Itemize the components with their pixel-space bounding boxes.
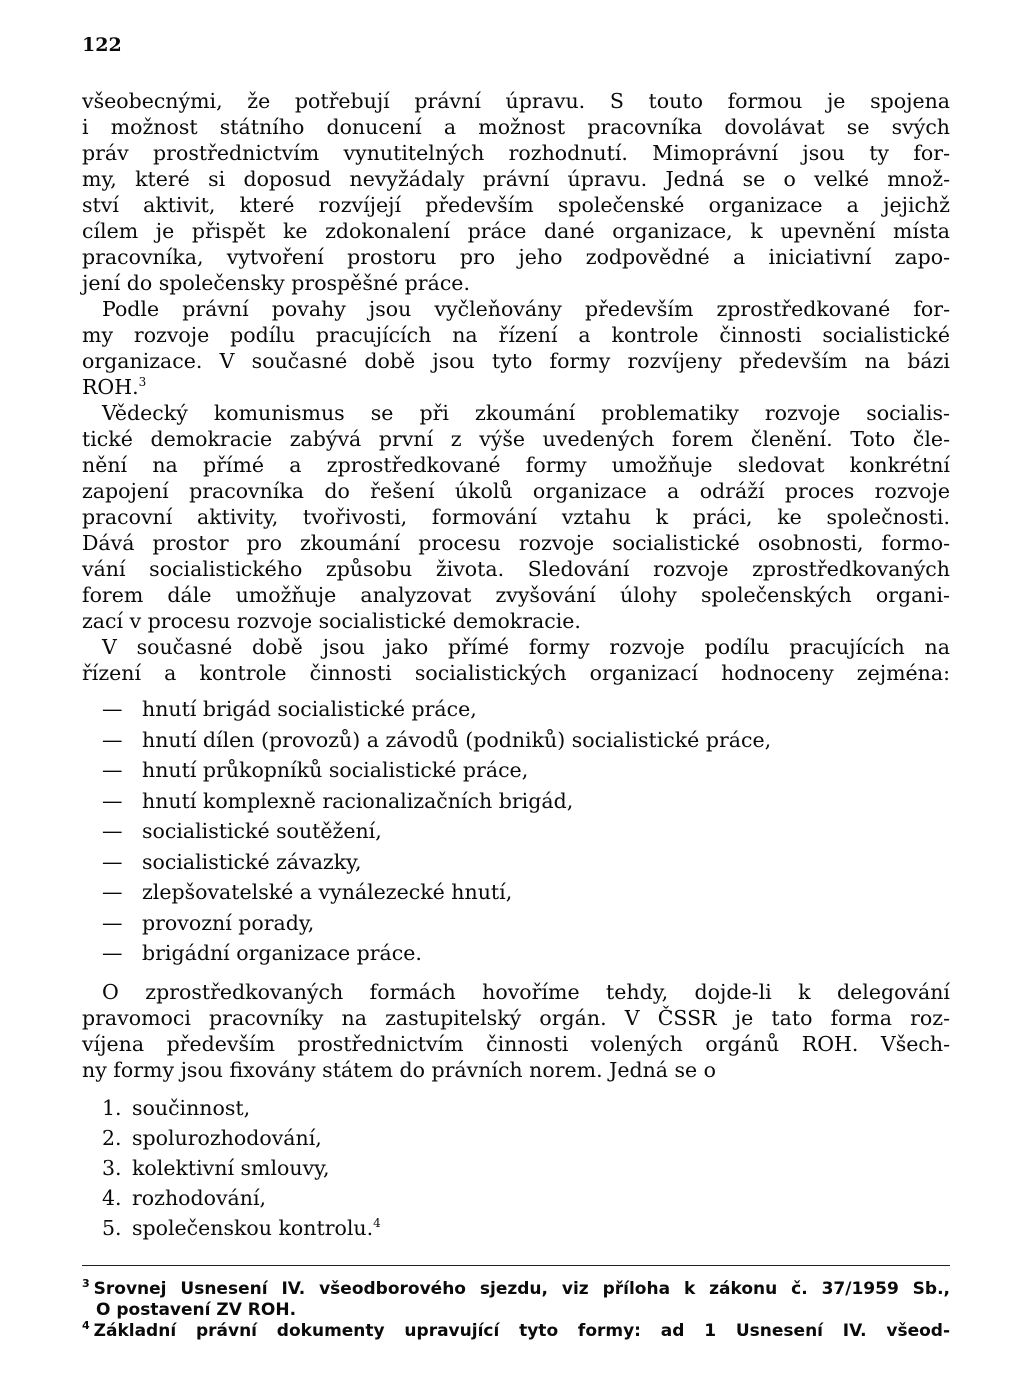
list-number: 1. — [102, 1095, 122, 1120]
list-item-text: hnutí dílen (provozů) a závodů (podniků) socialistické práce, — [142, 727, 772, 752]
text-line: řízení a kontrole činnosti socialistických organizací hodnoceny zejména: — [82, 661, 950, 685]
dash-bullet: — — [102, 910, 123, 935]
text-line: Dává prostor pro zkoumání procesu rozvoje socialistické osobnosti, formo- — [82, 531, 950, 555]
list-item-text: rozhodování, — [132, 1185, 267, 1210]
text-line: zapojení pracovníka do řešení úkolů organizace a odráží proces rozvoje — [82, 479, 950, 503]
footnote-4 — [82, 1321, 950, 1342]
dash-bullet: — — [102, 727, 123, 752]
paragraph-2 — [82, 296, 950, 400]
list-item — [82, 1153, 950, 1183]
list-number: 4. — [102, 1185, 122, 1210]
text-line: ny formy jsou fixovány státem do právních norem. Jedná se o — [82, 1057, 717, 1082]
list-item — [82, 847, 950, 878]
spacer — [82, 969, 950, 979]
footnote-text: Srovnej Usnesení IV. všeodborového sjezdu, viz příloha k zákonu č. 37/1959 Sb., — [93, 1279, 950, 1299]
list-number: 5. — [102, 1215, 122, 1240]
footnotes — [82, 1279, 950, 1342]
text-line: forem dále umožňuje analyzovat zvyšování úlohy společenských organi- — [82, 583, 950, 607]
list-item — [82, 725, 950, 756]
text-line: pravomoci pracovníky na zastupitelský orgán. V ČSSR je tato forma roz- — [82, 1005, 950, 1030]
list-item-text: hnutí brigád socialistické práce, — [142, 697, 477, 721]
body-text — [82, 88, 950, 1243]
text-line: cílem je přispět ke zdokonalení práce dané organizace, k upevnění místa — [82, 219, 950, 243]
text-line: ství aktivit, které rozvíjejí především společenské organizace a jejichž — [82, 193, 950, 217]
text-line: pracovní aktivity, tvořivosti, formování vztahu k práci, ke společnosti. — [82, 505, 950, 529]
list-item-text: hnutí průkopníků socialistické práce, — [142, 758, 529, 782]
spacer — [82, 1083, 950, 1093]
text-line: my, které si doposud nevyžádaly právní úpravu. Jedná se o velké množ- — [82, 167, 950, 191]
list-item-text: zlepšovatelské a vynálezecké hnutí, — [142, 880, 513, 904]
list-item-text: socialistické závazky, — [142, 849, 362, 874]
list-item-text: provozní porady, — [142, 910, 315, 935]
list-number: 3. — [102, 1155, 122, 1180]
text-line: všeobecnými, že potřebují právní úpravu. S touto formou je spojena — [82, 89, 950, 113]
paragraph-5 — [82, 979, 950, 1083]
text-line: i možnost státního donucení a možnost pracovníka dovolávat se svých — [82, 115, 950, 139]
text-line: víjena především prostřednictvím činnosti volených orgánů ROH. Všech- — [82, 1031, 950, 1056]
footnote-mark: 3 — [82, 1277, 90, 1291]
list-item-text: součinnost, — [132, 1095, 251, 1120]
list-item — [82, 908, 950, 939]
footnote-reference-4: 4 — [373, 1215, 381, 1230]
paragraph-1 — [82, 88, 950, 296]
numbered-list — [82, 1093, 950, 1243]
list-item — [82, 1123, 950, 1153]
dash-list — [82, 694, 950, 969]
text-line: my rozvoje podílu pracujících na řízení a kontrole činnosti socialistické — [82, 323, 950, 347]
dash-bullet: — — [102, 758, 123, 782]
text-line: V současné době jsou jako přímé formy rozvoje podílu pracujících na — [102, 635, 950, 659]
text-line — [82, 374, 950, 400]
text-line: tické demokracie zabývá první z výše uvedených forem členění. Toto čle- — [82, 427, 950, 451]
list-item — [82, 938, 950, 969]
text-line: Podle právní povahy jsou vyčleňovány především zprostředkované for- — [102, 297, 950, 321]
dash-bullet: — — [102, 941, 123, 965]
list-item — [82, 1213, 950, 1243]
page-number: 122 — [82, 34, 122, 56]
text-line: pracovníka, vytvoření prostoru pro jeho zodpovědné a iniciativní zapo- — [82, 245, 950, 269]
list-item — [82, 1093, 950, 1123]
list-item-text: socialistické soutěžení, — [142, 819, 382, 843]
text-fragment: ROH. — [82, 375, 139, 399]
list-item-text: kolektivní smlouvy, — [132, 1155, 330, 1180]
paragraph-4 — [82, 634, 950, 686]
text-line: Vědecký komunismus se při zkoumání problematiky rozvoje socialis- — [102, 401, 950, 425]
list-number: 2. — [102, 1125, 122, 1150]
list-item — [82, 1183, 950, 1213]
list-item — [82, 694, 950, 725]
dash-bullet: — — [102, 819, 123, 843]
footnote-mark: 4 — [82, 1319, 90, 1333]
text-line: vání socialistického způsobu života. Sledování rozvoje zprostředkovaných — [82, 557, 950, 581]
list-item-text: společenskou kontrolu. — [132, 1215, 374, 1240]
dash-bullet: — — [102, 788, 123, 813]
text-line: O zprostředkovaných formách hovoříme tehdy, dojde-li k delegování — [102, 979, 950, 1004]
list-item — [82, 755, 950, 786]
footnote-divider — [82, 1265, 950, 1266]
spacer — [82, 686, 950, 694]
list-item — [82, 816, 950, 847]
dash-bullet: — — [102, 697, 123, 721]
list-item-text: hnutí komplexně racionalizačních brigád, — [142, 788, 574, 813]
text-line: nění na přímé a zprostředkované formy umožňuje sledovat konkrétní — [82, 453, 950, 477]
footnote-reference-3: 3 — [138, 375, 147, 390]
footnote-3 — [82, 1279, 950, 1300]
dash-bullet: — — [102, 849, 123, 874]
footnote-3-continuation: O postavení ZV ROH. — [96, 1300, 297, 1320]
dash-bullet: — — [102, 880, 123, 904]
list-item-text: spolurozhodování, — [132, 1125, 322, 1150]
list-item — [82, 786, 950, 817]
list-item-text: brigádní organizace práce. — [142, 941, 422, 965]
footnote-text: Základní právní dokumenty upravující tyto formy: ad 1 Usnesení IV. všeod- — [93, 1321, 950, 1341]
text-line: organizace. V současné době jsou tyto formy rozvíjeny především na bázi — [82, 349, 950, 373]
list-item — [82, 877, 950, 908]
text-line: jení do společensky prospěšné práce. — [82, 271, 470, 295]
text-line: práv prostřednictvím vynutitelných rozhodnutí. Mimoprávní jsou ty for- — [82, 141, 950, 165]
text-line: zací v procesu rozvoje socialistické demokracie. — [82, 609, 581, 633]
paragraph-3 — [82, 400, 950, 634]
